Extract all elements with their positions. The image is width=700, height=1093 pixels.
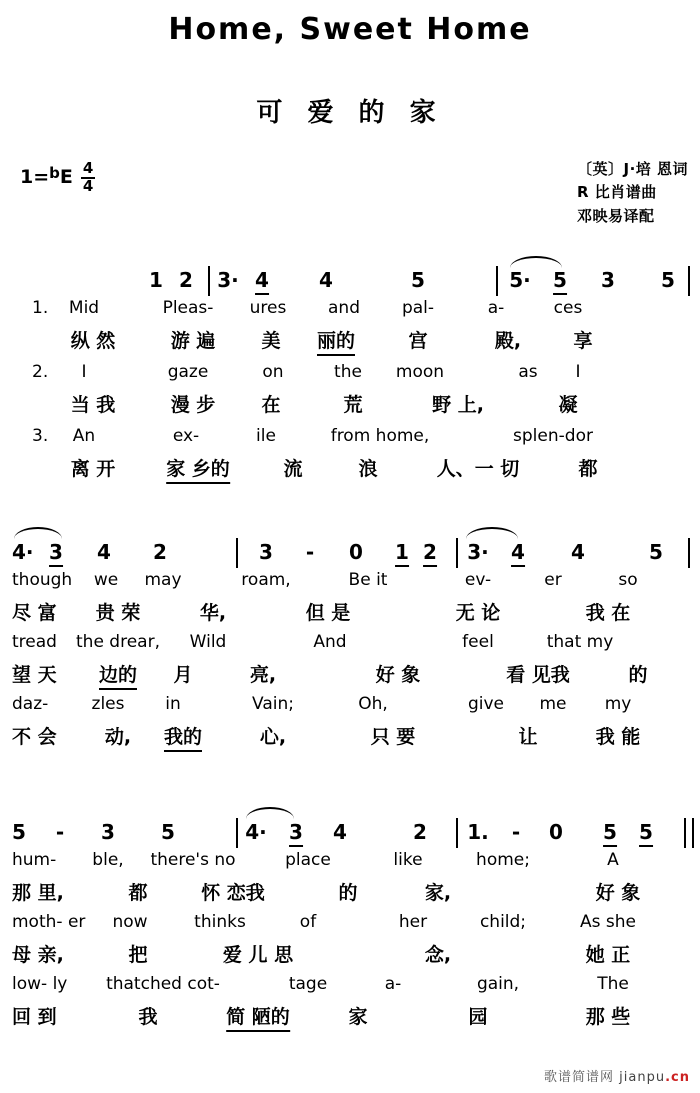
lyric-word: 那 些 bbox=[585, 1006, 631, 1028]
lyric-word: 尽 富 bbox=[12, 602, 57, 624]
lyric-word: child; bbox=[479, 912, 527, 932]
lyric-word: from home, bbox=[330, 426, 430, 446]
lyric-word: 边的 bbox=[99, 660, 137, 690]
lyric-word: now bbox=[112, 912, 148, 932]
lyric-word: 野 上, bbox=[432, 394, 484, 416]
slur-mark bbox=[466, 527, 518, 539]
lyric-row-s3-v3-chinese bbox=[8, 1002, 692, 1032]
lyric-row-s3-v3-english bbox=[8, 974, 692, 1002]
lyric-word: 不 会 bbox=[12, 726, 57, 748]
lyric-word: of bbox=[299, 912, 317, 932]
credit-translator: 邓映易译配 bbox=[576, 206, 655, 225]
time-numerator: 4 bbox=[82, 159, 94, 177]
note: 4· bbox=[12, 540, 34, 564]
lyric-word: 凝 bbox=[558, 394, 578, 416]
note: 4 bbox=[97, 540, 111, 564]
lyric-word: 华, bbox=[199, 602, 227, 624]
verse-number: 2. bbox=[32, 362, 49, 382]
lyric-word: 简 陋的 bbox=[226, 1002, 290, 1032]
lyric-word: that my bbox=[546, 632, 614, 652]
lyric-word: 的 bbox=[628, 664, 648, 686]
lyric-word: 那 里, bbox=[12, 882, 64, 904]
lyric-word: Mid bbox=[68, 298, 100, 318]
lyric-word: 动, bbox=[104, 726, 132, 748]
barline bbox=[456, 818, 458, 848]
lyric-row-s2-v2-english bbox=[8, 632, 692, 660]
lyric-word: and bbox=[328, 298, 360, 318]
lyric-word: Wild bbox=[189, 632, 227, 652]
lyric-row-v2-chinese bbox=[8, 390, 692, 420]
page-title-english: Home, Sweet Home bbox=[168, 12, 532, 47]
lyric-word: moon bbox=[395, 362, 445, 382]
lyric-row-s3-v2-english bbox=[8, 912, 692, 940]
note: 5 bbox=[161, 820, 175, 844]
lyric-word: the drear, bbox=[76, 632, 160, 652]
lyric-word: Vain; bbox=[252, 694, 294, 714]
lyric-word: we bbox=[93, 570, 119, 590]
lyric-word: 念, bbox=[424, 944, 452, 966]
lyric-word: hum- bbox=[12, 850, 57, 870]
music-system-2 bbox=[8, 540, 692, 752]
note: 3 bbox=[101, 820, 115, 844]
credit-lyricist: 〔英〕J·培 恩词 bbox=[576, 160, 688, 178]
lyric-word: like bbox=[393, 850, 423, 870]
lyric-word: as bbox=[518, 362, 538, 382]
lyric-word: may bbox=[144, 570, 182, 590]
lyric-word: I bbox=[575, 362, 581, 382]
note-row-1 bbox=[8, 268, 692, 298]
watermark-domain: jianpu bbox=[619, 1070, 666, 1085]
lyric-word: I bbox=[81, 362, 87, 382]
lyric-word: feel bbox=[462, 632, 494, 652]
lyric-row-v3-english bbox=[8, 426, 692, 454]
note: 5 bbox=[661, 268, 675, 292]
lyric-word: er bbox=[544, 570, 562, 590]
lyric-word: ble, bbox=[92, 850, 124, 870]
credit-composer: R 比肖谱曲 bbox=[576, 183, 657, 202]
note: 5 bbox=[411, 268, 425, 292]
note: 2 bbox=[179, 268, 193, 292]
barline bbox=[688, 538, 690, 568]
lyric-word: tage bbox=[288, 974, 328, 994]
lyric-word: 无 论 bbox=[455, 602, 501, 624]
lyric-row-v1-chinese bbox=[8, 326, 692, 356]
lyric-word: tread bbox=[12, 632, 57, 652]
lyric-word: 当 我 bbox=[70, 394, 116, 416]
lyric-word: 在 bbox=[261, 394, 281, 416]
lyric-word: the bbox=[334, 362, 362, 382]
lyric-word: home; bbox=[476, 850, 530, 870]
lyric-word: ex- bbox=[172, 426, 200, 446]
lyric-word: 漫 步 bbox=[170, 394, 216, 416]
lyric-word: 她 正 bbox=[585, 944, 631, 966]
note-row-2 bbox=[8, 540, 692, 570]
lyric-row-v3-chinese bbox=[8, 454, 692, 484]
lyric-word: 看 见我 bbox=[506, 664, 570, 686]
lyric-word: on bbox=[262, 362, 284, 382]
lyric-word: 我 在 bbox=[585, 602, 631, 624]
lyric-word: thinks bbox=[194, 912, 246, 932]
note: 4 bbox=[571, 540, 585, 564]
key-letter: E bbox=[59, 165, 73, 188]
page-title-chinese: 可 爱 的 家 bbox=[256, 98, 444, 128]
barline bbox=[692, 818, 694, 848]
lyric-word: 荒 bbox=[343, 394, 363, 416]
lyric-word: 家 bbox=[348, 1006, 368, 1028]
lyric-word: ev- bbox=[464, 570, 492, 590]
lyric-row-s3-v1-english bbox=[8, 850, 692, 878]
lyric-word: 母 亲, bbox=[12, 944, 64, 966]
note: 0 bbox=[349, 540, 363, 564]
lyric-word: 家 乡的 bbox=[166, 454, 230, 484]
lyric-word: daz- bbox=[12, 694, 49, 714]
lyric-row-s3-v2-chinese bbox=[8, 940, 692, 970]
lyric-word: 宫 bbox=[408, 330, 428, 352]
lyric-word: 我的 bbox=[164, 722, 202, 752]
time-denominator: 4 bbox=[82, 176, 94, 195]
lyric-word: Be it bbox=[348, 570, 388, 590]
slur-mark bbox=[14, 527, 62, 539]
lyric-word: place bbox=[285, 850, 331, 870]
lyric-word: 心, bbox=[259, 726, 287, 748]
note: 5 bbox=[649, 540, 663, 564]
lyric-word: 园 bbox=[468, 1006, 488, 1028]
lyric-word: 贵 荣 bbox=[95, 602, 141, 624]
note: 4 bbox=[333, 820, 347, 844]
lyric-word: 离 开 bbox=[70, 458, 116, 480]
note: 1. bbox=[467, 820, 489, 844]
lyric-word: An bbox=[72, 426, 96, 446]
lyric-row-v1-english bbox=[8, 298, 692, 326]
note: 1 bbox=[149, 268, 163, 292]
lyric-word: 纵 然 bbox=[70, 330, 116, 352]
lyric-word: As she bbox=[580, 912, 636, 932]
barline bbox=[236, 538, 238, 568]
lyric-word: low- ly bbox=[12, 974, 68, 994]
lyric-word: 只 要 bbox=[370, 726, 416, 748]
lyric-word: 我 能 bbox=[595, 726, 641, 748]
lyric-word: roam, bbox=[241, 570, 291, 590]
lyric-row-s2-v1-chinese bbox=[8, 598, 692, 628]
note: 4 bbox=[255, 268, 269, 295]
watermark bbox=[544, 1066, 690, 1085]
note: 3· bbox=[217, 268, 239, 292]
barline bbox=[208, 266, 210, 296]
barline bbox=[236, 818, 238, 848]
note: 4 bbox=[319, 268, 333, 292]
lyric-word: The bbox=[597, 974, 629, 994]
lyric-word: moth- er bbox=[12, 912, 86, 932]
lyric-word: 美 bbox=[261, 330, 281, 352]
lyric-word: ile bbox=[256, 426, 276, 446]
barline bbox=[688, 266, 690, 296]
lyric-word: Oh, bbox=[358, 694, 388, 714]
note: 3 bbox=[49, 540, 63, 567]
lyric-word: a- bbox=[384, 974, 402, 994]
note: 2 bbox=[153, 540, 167, 564]
lyric-word: there's no bbox=[150, 850, 236, 870]
watermark-site-name: 歌谱简谱网 bbox=[544, 1070, 615, 1085]
slur-mark bbox=[510, 256, 562, 268]
verse-number: 3. bbox=[32, 426, 49, 446]
lyric-word: 爱 儿 思 bbox=[222, 944, 294, 966]
lyric-word: 让 bbox=[518, 726, 538, 748]
lyric-word: 好 象 bbox=[375, 664, 421, 686]
lyric-word: 都 bbox=[128, 882, 148, 904]
note: 1 bbox=[395, 540, 409, 567]
lyric-word: give bbox=[467, 694, 505, 714]
note: 3 bbox=[601, 268, 615, 292]
note: 3· bbox=[467, 540, 489, 564]
lyric-word: gain, bbox=[476, 974, 520, 994]
lyric-word: 的 bbox=[338, 882, 358, 904]
key-and-time-signature bbox=[20, 160, 95, 194]
lyric-row-s2-v3-english bbox=[8, 694, 692, 722]
note: 3 bbox=[259, 540, 273, 564]
note-row-3 bbox=[8, 820, 692, 850]
lyric-word: 月 bbox=[173, 664, 193, 686]
lyric-row-v2-english bbox=[8, 362, 692, 390]
flat-symbol: b bbox=[49, 163, 60, 182]
credits-block bbox=[577, 158, 688, 228]
lyric-word: my bbox=[604, 694, 632, 714]
lyric-word: 殿, bbox=[494, 330, 522, 352]
note: - bbox=[55, 820, 65, 844]
note: 4· bbox=[245, 820, 267, 844]
lyric-word: And bbox=[313, 632, 347, 652]
note: - bbox=[511, 820, 521, 844]
lyric-word: 流 bbox=[283, 458, 303, 480]
lyric-word: pal- bbox=[401, 298, 435, 318]
lyric-word: 亮, bbox=[249, 664, 277, 686]
note: 5 bbox=[603, 820, 617, 847]
lyric-row-s3-v1-chinese bbox=[8, 878, 692, 908]
note: 0 bbox=[549, 820, 563, 844]
slur-mark bbox=[246, 807, 294, 819]
lyric-word: 人、一 切 bbox=[436, 458, 520, 480]
lyric-word: 游 遍 bbox=[170, 330, 216, 352]
lyric-word: gaze bbox=[167, 362, 209, 382]
lyric-word: splen-dor bbox=[513, 426, 593, 446]
music-system-1 bbox=[8, 268, 692, 484]
lyric-word: ces bbox=[553, 298, 583, 318]
lyric-word: a- bbox=[487, 298, 505, 318]
barline bbox=[456, 538, 458, 568]
lyric-word: 丽的 bbox=[317, 326, 355, 356]
lyric-row-s2-v2-chinese bbox=[8, 660, 692, 690]
lyric-word: zles bbox=[91, 694, 125, 714]
lyric-word: Pleas- bbox=[162, 298, 214, 318]
lyric-word: 怀 恋我 bbox=[201, 882, 265, 904]
lyric-word: A bbox=[607, 850, 619, 870]
lyric-word: 我 bbox=[138, 1006, 158, 1028]
note: 5 bbox=[553, 268, 567, 295]
lyric-word: 望 天 bbox=[12, 664, 57, 686]
key-prefix: 1= bbox=[20, 165, 50, 188]
lyric-word: in bbox=[165, 694, 181, 714]
lyric-word: ures bbox=[249, 298, 287, 318]
note: - bbox=[305, 540, 315, 564]
lyric-word: 家, bbox=[424, 882, 452, 904]
lyric-word: 享 bbox=[573, 330, 593, 352]
lyric-word: 浪 bbox=[358, 458, 378, 480]
lyric-word: me bbox=[539, 694, 567, 714]
barline bbox=[496, 266, 498, 296]
lyric-word: 都 bbox=[578, 458, 598, 480]
lyric-word: 但 是 bbox=[305, 602, 351, 624]
lyric-word: her bbox=[398, 912, 428, 932]
lyric-word: 把 bbox=[128, 944, 148, 966]
verse-number: 1. bbox=[32, 298, 49, 318]
lyric-row-s2-v1-english bbox=[8, 570, 692, 598]
lyric-row-s2-v3-chinese bbox=[8, 722, 692, 752]
time-signature bbox=[81, 161, 95, 195]
lyric-word: so bbox=[618, 570, 638, 590]
note: 5 bbox=[639, 820, 653, 847]
lyric-word: 好 象 bbox=[595, 882, 641, 904]
lyric-word: 回 到 bbox=[12, 1006, 57, 1028]
note: 2 bbox=[423, 540, 437, 567]
note: 4 bbox=[511, 540, 525, 567]
lyric-word: though bbox=[12, 570, 73, 590]
note: 5 bbox=[12, 820, 26, 844]
note: 2 bbox=[413, 820, 427, 844]
watermark-tld: .cn bbox=[665, 1070, 690, 1085]
barline bbox=[684, 818, 686, 848]
music-system-3 bbox=[8, 820, 692, 1032]
note: 5· bbox=[509, 268, 531, 292]
note: 3 bbox=[289, 820, 303, 847]
lyric-word: thatched cot- bbox=[106, 974, 220, 994]
